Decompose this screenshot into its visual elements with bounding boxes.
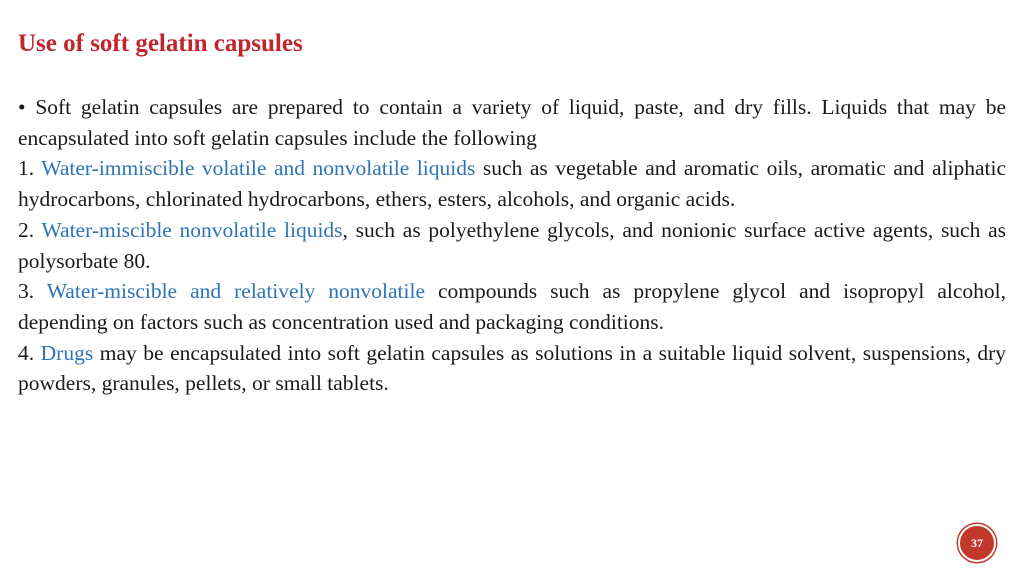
slide-title: Use of soft gelatin capsules	[18, 30, 303, 57]
item-highlight: Water-immiscible volatile and nonvolatile liquids	[41, 156, 476, 181]
list-item	[18, 276, 1006, 337]
bullet-icon: •	[18, 95, 26, 119]
page-number: 37	[971, 535, 983, 550]
item-number: 2.	[18, 217, 35, 242]
intro-text: Soft gelatin capsules are prepared to contain a variety of liquid, paste, and dry fills. Liquids that may be encapsulated into soft gelatin capsules include the following	[18, 95, 1006, 150]
item-text: may be encapsulated into soft gelatin capsules as solutions in a suitable liquid solvent, suspensions, dry powders, granules, pellets, or small tablets.	[18, 340, 1007, 396]
item-highlight: Water-miscible nonvolatile liquids	[41, 217, 343, 242]
item-highlight: Water-miscible and relatively nonvolatile	[46, 279, 426, 304]
list-item	[18, 153, 1006, 214]
item-text: , such as polyethylene glycols, and nonionic surface active agents, such as polysorbate 80.	[18, 217, 1006, 273]
item-number: 1.	[18, 156, 35, 181]
list-item	[18, 338, 1006, 399]
slide-body	[18, 92, 1006, 399]
item-number: 4.	[18, 340, 35, 365]
item-number: 3.	[18, 279, 35, 304]
list-item	[18, 215, 1006, 276]
item-text: such as vegetable and aromatic oils, aromatic and aliphatic hydrocarbons, chlorinated hydrocarbons, ethers, esters, alcohols, and organic acids.	[18, 156, 1006, 212]
item-highlight: Drugs	[40, 340, 94, 365]
intro-paragraph	[18, 92, 1006, 153]
page-number-badge	[958, 524, 996, 562]
item-text: compounds such as propylene glycol and isopropyl alcohol, depending on factors such as concentration used and packaging conditions.	[18, 279, 1006, 334]
